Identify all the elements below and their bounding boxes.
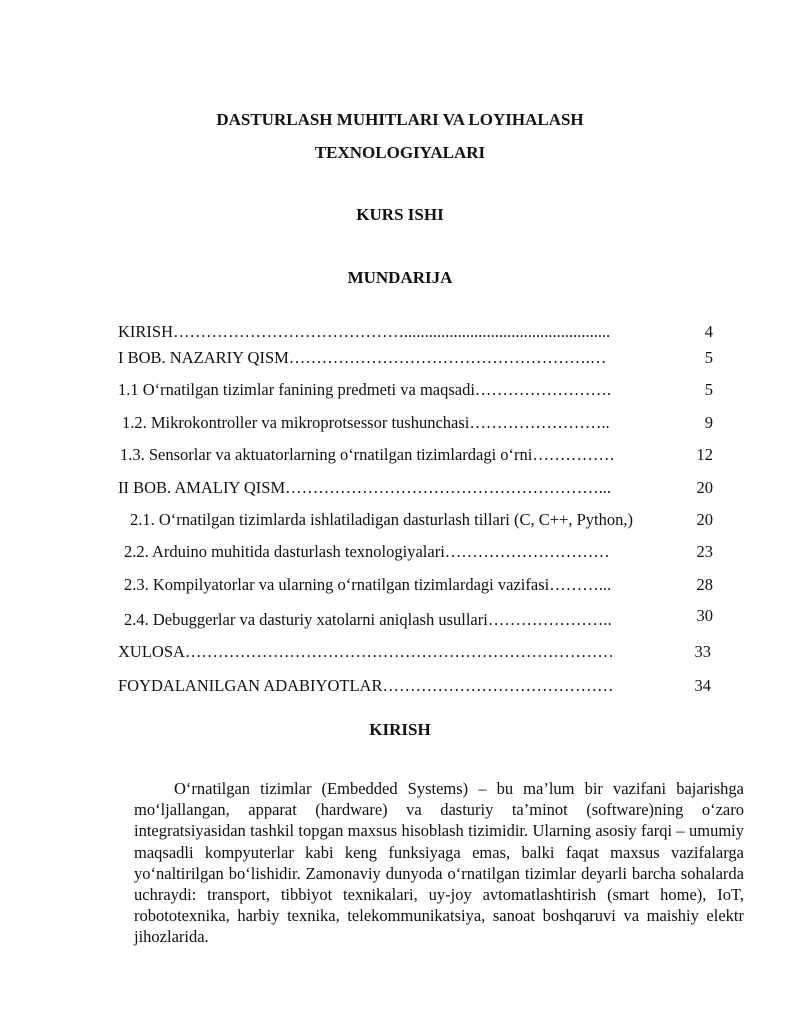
toc-entry bbox=[122, 413, 610, 433]
toc-entry-label: 2.4. Debuggerlar va dasturiy xatolarni aniqlash usullari………………….. bbox=[124, 610, 612, 629]
toc-entry bbox=[118, 322, 610, 342]
title-line-2: TEXNOLOGIYALARI bbox=[314, 143, 486, 162]
toc-entry-label: 2.3. Kompilyatorlar va ularning o‘rnatilgan tizimlardagi vazifasi………... bbox=[124, 575, 612, 594]
toc-entry bbox=[124, 542, 610, 562]
toc-entry bbox=[120, 445, 615, 465]
toc-entry bbox=[118, 380, 611, 400]
toc-entry bbox=[124, 610, 612, 630]
toc-entry-label: 1.2. Mikrokontroller va mikroprotsessor tushunchasi…………………….. bbox=[122, 413, 610, 432]
toc-entry-label: 2.1. O‘rnatilgan tizimlarda ishlatiladigan dasturlash tillari (C, C++, Python,) bbox=[130, 510, 633, 529]
toc-entry-label: II BOB. AMALIY QISM…………………………………………………... bbox=[118, 478, 612, 497]
toc-entry-page: 9 bbox=[704, 413, 713, 432]
toc-entry-page: 4 bbox=[704, 322, 713, 341]
toc-entry-page: 12 bbox=[696, 445, 713, 464]
toc-entry-page: 20 bbox=[696, 510, 713, 529]
contents-heading: MUNDARIJA bbox=[347, 268, 453, 287]
toc-entry-label: 2.2. Arduino muhitida dasturlash texnologiyalari………………………… bbox=[124, 542, 610, 561]
toc-entry-label: FOYDALANILGAN ADABIYOTLAR…………………………………… bbox=[118, 676, 614, 695]
toc-entry-label: 1.1 O‘rnatilgan tizimlar fanining predmeti va maqsadi……………………. bbox=[118, 380, 612, 399]
toc-entry bbox=[124, 575, 611, 595]
toc-entry-page: 30 bbox=[696, 606, 713, 625]
document-type: KURS ISHI bbox=[356, 205, 444, 224]
title-line-1: DASTURLASH MUHITLARI VA LOYIHALASH bbox=[216, 110, 584, 129]
toc-entry-page: 5 bbox=[704, 380, 713, 399]
toc-entry-page: 5 bbox=[704, 348, 713, 367]
toc-entry bbox=[118, 676, 613, 696]
toc-entry-label: XULOSA…………………………………………………………………… bbox=[118, 642, 614, 661]
toc-entry-label: 1.3. Sensorlar va aktuatorlarning o‘rnatilgan tizimlardagi o‘rni…………… bbox=[120, 445, 615, 464]
toc-entry-page: 20 bbox=[696, 478, 713, 497]
toc-entry bbox=[118, 642, 614, 662]
toc-entry bbox=[118, 478, 611, 498]
toc-entry-page: 28 bbox=[696, 575, 713, 594]
toc-entry-label: I BOB. NAZARIY QISM……………………………………………….… bbox=[118, 348, 607, 367]
toc-entry bbox=[130, 510, 633, 530]
toc-entry-page: 33 bbox=[694, 642, 711, 661]
toc-entry-label: KIRISH…………………………………….................................................. bbox=[118, 322, 611, 341]
toc-entry-page: 23 bbox=[696, 542, 713, 561]
toc-entry-page: 34 bbox=[694, 676, 711, 695]
section-heading: KIRISH bbox=[369, 720, 431, 739]
toc-entry bbox=[118, 348, 606, 368]
section-paragraph: O‘rnatilgan tizimlar (Embedded Systems) – bu ma’lum bir vazifani bajarishga mo‘ljallangan, apparat (hardware) va dasturiy ta’minot (software)ning o‘zaro integratsiyasidan tashkil topgan maxsus hisoblash tizimidir. Ularning asosiy farqi – umumiy maqsadli kompyuterlar kabi keng funksiyaga emas, balki faqat maxsus vazifalarga yo‘naltirilgan bo‘lishidir. Zamonaviy dunyoda o‘rnatilgan tizimlar deyarli barcha sohalarda uchraydi: transport, tibbiyot texnikalari, uy-joy avtomatlashtirish (smart home), IoT, robototexnika, harbiy texnika, telekommunikatsiya, sanoat boshqaruvi va maishiy elektr jihozlarida. bbox=[134, 779, 744, 947]
